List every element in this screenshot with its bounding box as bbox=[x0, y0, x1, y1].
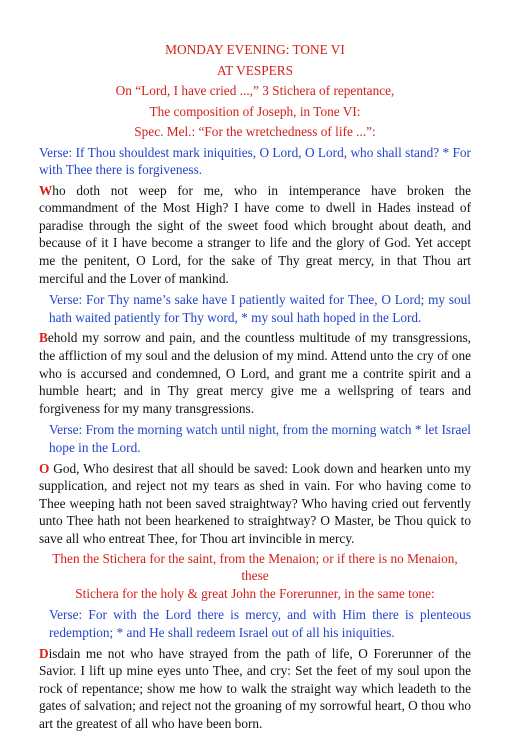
rubric-line-2: Stichera for the holy & great John the Forerunner, in the same tone: bbox=[75, 585, 435, 601]
rubric-line-1: Then the Stichera for the saint, from the Menaion; or if there is no Menaion, these bbox=[52, 550, 458, 584]
verse-2: Verse: For Thy name’s sake have I patiently waited for Thee, O Lord; my soul hath waited patiently for Thy word, * my soul hath hoped in the Lord. bbox=[49, 292, 471, 325]
sticheron-4 bbox=[39, 645, 471, 733]
sticheron-text: ehold my sorrow and pain, and the countless multitude of my transgressions, the affliction of my soul and the delusion of my mind. Attend unto the cry of one who is accursed and condemned, O Lord, and grant me a contrite spirit and a humble heart; and in Thy great mercy give me a wellspring of tears and forgiveness for my many transgressions. bbox=[39, 330, 471, 416]
drop-initial: O bbox=[39, 460, 50, 476]
sticheron-text: isdain me not who have strayed from the path of life, O Forerunner of the Savior. I lift up mine eyes unto Thee, and cry: Set the feet of my soul upon the rock of repentance; show me how to walk the straight way which leadeth to the gates of salvation; and reject not the groaning of my sorrowful heart, O thou who art the greatest of all who have been born. bbox=[39, 645, 471, 731]
verse-4: Verse: For with the Lord there is mercy, and with Him there is plenteous redemption; * and He shall redeem Israel out of all his iniquities. bbox=[49, 607, 471, 640]
drop-initial: W bbox=[39, 182, 53, 198]
heading-special-melody: Spec. Mel.: “For the wretchedness of life ...”: bbox=[134, 124, 376, 139]
verse-3: Verse: From the morning watch until night, from the morning watch * let Israel hope in the Lord. bbox=[49, 422, 471, 455]
sticheron-3 bbox=[39, 460, 471, 548]
service-subtitle: AT VESPERS bbox=[217, 62, 293, 78]
service-page bbox=[39, 40, 471, 733]
sticheron-text: ho doth not weep for me, who in intemperance have broken the commandment of the Most High? I have come to dwell in Hades instead of paradise through the sight of the sweet food which brought about death, and because of it I have become a stranger to life and the glory of God. Yet accept me the penitent, O Lord, for the sake of Thy great mercy, in that Thou art merciful and the Lover of mankind. bbox=[39, 182, 471, 286]
drop-initial: D bbox=[39, 645, 49, 661]
heading-composition: The composition of Joseph, in Tone VI: bbox=[149, 103, 361, 119]
verse-1: Verse: If Thou shouldest mark iniquities, O Lord, O Lord, who shall stand? * For with Thee there is forgiveness. bbox=[39, 144, 471, 178]
sticheron-1 bbox=[39, 182, 471, 288]
heading-lord-i-have-cried: On “Lord, I have cried ...,” 3 Stichera of repentance, bbox=[115, 83, 395, 98]
sticheron-2 bbox=[39, 329, 471, 417]
drop-initial: B bbox=[39, 330, 48, 346]
sticheron-text: God, Who desirest that all should be saved: Look down and hearken unto my supplication, and reject not my tears as shed in vain. For who having come to Thee weeping hath not been saved straightway? Who having cried out fervently unto Thee hath not been hearkened to straightway? O Master, be Thou quick to save all who entreat Thee, for Thou art invincible in mercy. bbox=[39, 460, 471, 546]
page-title: MONDAY EVENING: TONE VI bbox=[165, 42, 345, 57]
